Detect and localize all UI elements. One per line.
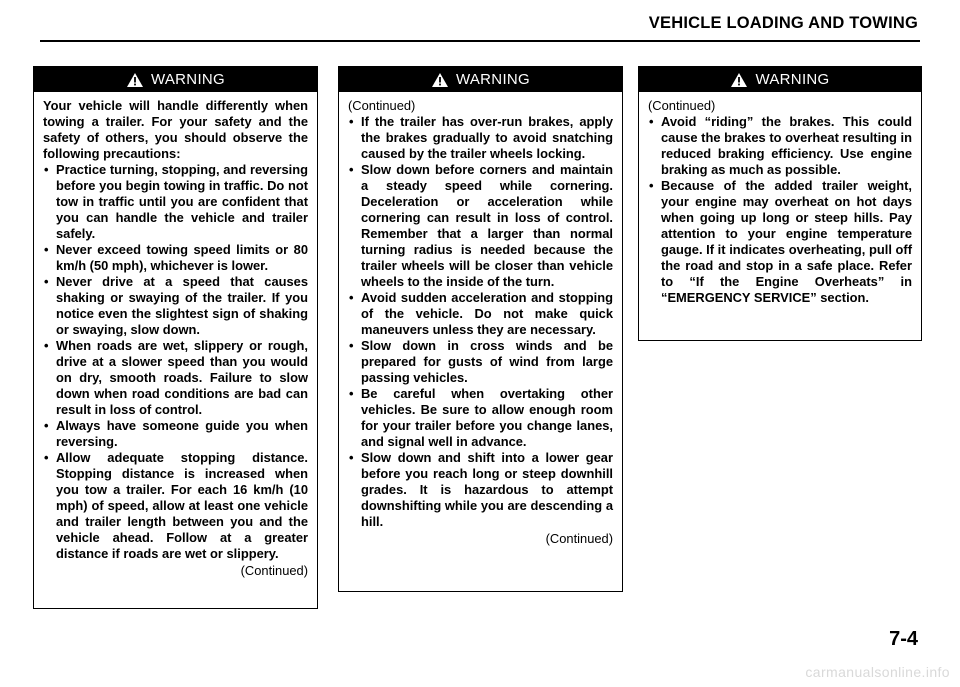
- warning-triangle-icon: [730, 72, 748, 88]
- warning-item: • Slow down and shift into a lower gear before you reach long or steep downhill grades. It is hazardous to attempt downshifting while you are descending a hill.: [348, 450, 613, 530]
- warning-list: [648, 114, 912, 306]
- continued-label: (Continued): [348, 98, 416, 113]
- warning-body: [339, 92, 622, 551]
- warning-label: WARNING: [755, 71, 830, 88]
- warning-body: [34, 92, 317, 583]
- warning-label: WARNING: [455, 71, 531, 88]
- warning-item: • Be careful when overtaking other vehicles. Be sure to allow enough room for your trailer before you change lanes, and signal well in advance.: [348, 386, 613, 450]
- warning-item: • Practice turning, stopping, and reversing before you begin towing in traffic. Do not tow in traffic until you are confident that you can handle the vehicle and trailer safely.: [43, 162, 308, 242]
- continued-label: (Continued): [648, 98, 716, 113]
- warning-list: [348, 114, 613, 530]
- page-header-title: VEHICLE LOADING AND TOWING: [648, 14, 918, 32]
- warning-item: • Allow adequate stopping distance. Stopping distance is increased when you tow a trailer. For each 16 km/h (10 mph) of speed, allow at least one vehicle and trailer length between you and the vehicle ahead. Follow at a greater distance if roads are wet or slippery.: [43, 450, 308, 562]
- warning-item: • Always have someone guide you when reversing.: [43, 418, 308, 450]
- continued-label: (Continued): [545, 531, 613, 546]
- page-number: 7-4: [889, 628, 918, 650]
- warning-item: • Never drive at a speed that causes shaking or swaying of the trailer. If you notice even the slightest sign of shaking or swaying, slow down.: [43, 274, 308, 338]
- watermark: carmanualsonline.info: [805, 664, 950, 680]
- warning-box-1: [33, 66, 318, 609]
- continued-label: (Continued): [240, 563, 308, 578]
- warning-header: [339, 67, 622, 92]
- warning-item: • Avoid sudden acceleration and stopping of the vehicle. Do not make quick maneuvers unless they are necessary.: [348, 290, 613, 338]
- warning-item: • Slow down before corners and maintain a steady speed while cornering. Deceleration or acceleration while cornering can result in loss of control. Remember that a larger than normal turning radius is needed because the trailer wheels will be closer than vehicle wheels to the inside of the turn.: [348, 162, 613, 290]
- warning-item: • When roads are wet, slippery or rough, drive at a slower speed than you would on dry, smooth roads. Failure to slow down when road conditions are bad can result in loss of control.: [43, 338, 308, 418]
- warning-list: [43, 162, 308, 562]
- warning-label: WARNING: [150, 71, 226, 88]
- warning-item: • If the trailer has over-run brakes, apply the brakes gradually to avoid snatching caused by the trailer wheels locking.: [348, 114, 613, 162]
- warning-item: • Because of the added trailer weight, your engine may overheat on hot days when going up long or steep hills. Pay attention to your engine temperature gauge. If it indicates overheating, pull off the road and stop in a safe place. Refer to “If the Engine Overheats” in “EMERGENCY SERVICE” section.: [648, 178, 912, 306]
- warning-header: [639, 67, 921, 92]
- warning-box-3: [638, 66, 922, 341]
- warning-header: [34, 67, 317, 92]
- warning-body: [639, 92, 921, 310]
- warning-triangle-icon: [431, 72, 449, 88]
- warning-triangle-icon: [126, 72, 144, 88]
- warning-item: • Slow down in cross winds and be prepared for gusts of wind from large passing vehicles.: [348, 338, 613, 386]
- header-divider: [40, 40, 920, 42]
- warning-item: • Never exceed towing speed limits or 80 km/h (50 mph), whichever is lower.: [43, 242, 308, 274]
- warning-box-2: [338, 66, 623, 592]
- warning-item: • Avoid “riding” the brakes. This could cause the brakes to overheat resulting in reduced braking efficiency. Use engine braking as much as possible.: [648, 114, 912, 178]
- warning-intro: Your vehicle will handle differently when towing a trailer. For your safety and the safety of others, you should observe the following precautions:: [43, 98, 308, 161]
